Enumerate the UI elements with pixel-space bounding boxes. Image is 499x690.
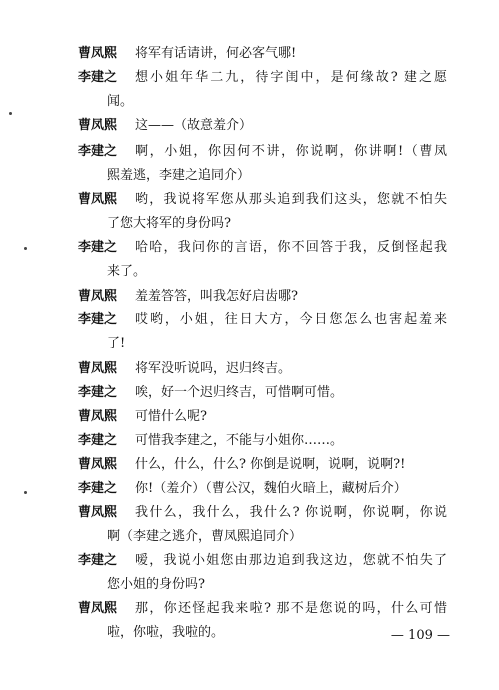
speaker-name: 李建之	[78, 481, 118, 496]
dialogue-line	[0, 597, 499, 621]
dialogue-text: 哟，我说将军您从那头追到我们这头，您就不怕失	[135, 192, 447, 207]
dialogue-text: 了您大将军的身份吗?	[107, 216, 231, 231]
dialogue-line	[0, 429, 499, 453]
speaker-name: 曹凤熙	[78, 289, 118, 304]
dialogue-text: 啦，你啦，我啦的。	[107, 625, 225, 640]
dialogue-line	[0, 501, 499, 525]
speaker-name: 李建之	[78, 312, 118, 327]
dialogue-text: 嗳，我说小姐您由那边追到我这边，您就不怕失了	[135, 553, 447, 568]
dialogue-text: 将军没听说吗，迟归终吉。	[135, 361, 292, 376]
speaker-name: 李建之	[78, 70, 118, 85]
dialogue-text: 啊，小姐，你因何不讲，你说啊，你讲啊!（曹凤	[135, 144, 447, 159]
dialogue-line	[0, 453, 499, 477]
dialogue-line	[0, 188, 499, 212]
dialogue-text: 你!（羞介）（曹公汉，魏伯火暗上，藏树后介）	[135, 481, 407, 496]
dialogue-line	[0, 285, 499, 309]
speaker-name: 李建之	[78, 144, 118, 159]
speaker-name: 曹凤熙	[78, 505, 118, 520]
speaker-name: 曹凤熙	[78, 409, 118, 424]
dialogue-line	[0, 236, 499, 260]
speaker-name: 李建之	[78, 385, 118, 400]
dialogue-line	[0, 66, 499, 90]
dialogue-line	[0, 549, 499, 573]
dialogue-text: 啊（李建之逃介，曹凤熙追同介）	[107, 529, 303, 544]
dialogue-text: 什么，什么，什么? 你倒是说啊，说啊，说啊?!	[135, 457, 406, 472]
speaker-name: 曹凤熙	[78, 118, 118, 133]
dialogue-text: 羞羞答答，叫我怎好启齿哪?	[135, 289, 298, 304]
dialogue-line	[0, 405, 499, 429]
dialogue-text: 将军有话请讲，何必客气哪!	[135, 46, 297, 61]
dialogue-text: 哈哈，我问你的言语，你不回答于我，反倒怪起我	[135, 240, 447, 255]
dialogue-text: 来了。	[107, 264, 147, 279]
dialogue-text: 闻。	[107, 94, 134, 109]
dialogue-continuation	[0, 90, 499, 114]
dialogue-continuation	[0, 525, 499, 549]
dialogue-text: 可惜我李建之，不能与小姐你……。	[135, 433, 344, 448]
page-number: — 109 —	[390, 628, 450, 643]
dialogue-text: 唉，好一个迟归终吉，可惜啊可惜。	[135, 385, 344, 400]
dialogue-text: 我什么，我什么，我什么? 你说啊，你说啊，你说	[135, 505, 447, 520]
dialogue-continuation	[0, 212, 499, 236]
dialogue-text: 了!	[107, 336, 126, 351]
speaker-name: 李建之	[78, 433, 118, 448]
dialogue-text: 想小姐年华二九，待字闺中，是何缘故? 建之愿	[135, 70, 447, 85]
speaker-name: 曹凤熙	[78, 457, 118, 472]
speaker-name: 曹凤熙	[78, 46, 118, 61]
speaker-name: 曹凤熙	[78, 192, 118, 207]
dialogue-continuation	[0, 164, 499, 188]
speaker-name: 曹凤熙	[78, 361, 118, 376]
dialogue-text: 哎哟，小姐，往日大方，今日您怎么也害起羞来	[135, 312, 447, 327]
speaker-name: 李建之	[78, 553, 118, 568]
dialogue-line	[0, 42, 499, 66]
dialogue-line	[0, 308, 499, 332]
dialogue-text: 您小姐的身份吗?	[107, 577, 205, 592]
dialogue-line	[0, 381, 499, 405]
dialogue-text: 可惜什么呢?	[135, 409, 207, 424]
dialogue-continuation	[0, 573, 499, 597]
dialogue-line	[0, 114, 499, 138]
dialogue-text: 熙羞逃，李建之追同介）	[107, 168, 251, 183]
dialogue-continuation	[0, 260, 499, 284]
dialogue-line	[0, 140, 499, 164]
dialogue-text: 那，你还怪起我来啦? 那不是您说的吗，什么可惜	[135, 601, 447, 616]
speaker-name: 李建之	[78, 240, 118, 255]
dialogue-line	[0, 357, 499, 381]
dialogue-line	[0, 477, 499, 501]
dialogue-text: 这——（故意羞介）	[135, 118, 253, 133]
speaker-name: 曹凤熙	[78, 601, 118, 616]
dialogue-continuation	[0, 332, 499, 356]
